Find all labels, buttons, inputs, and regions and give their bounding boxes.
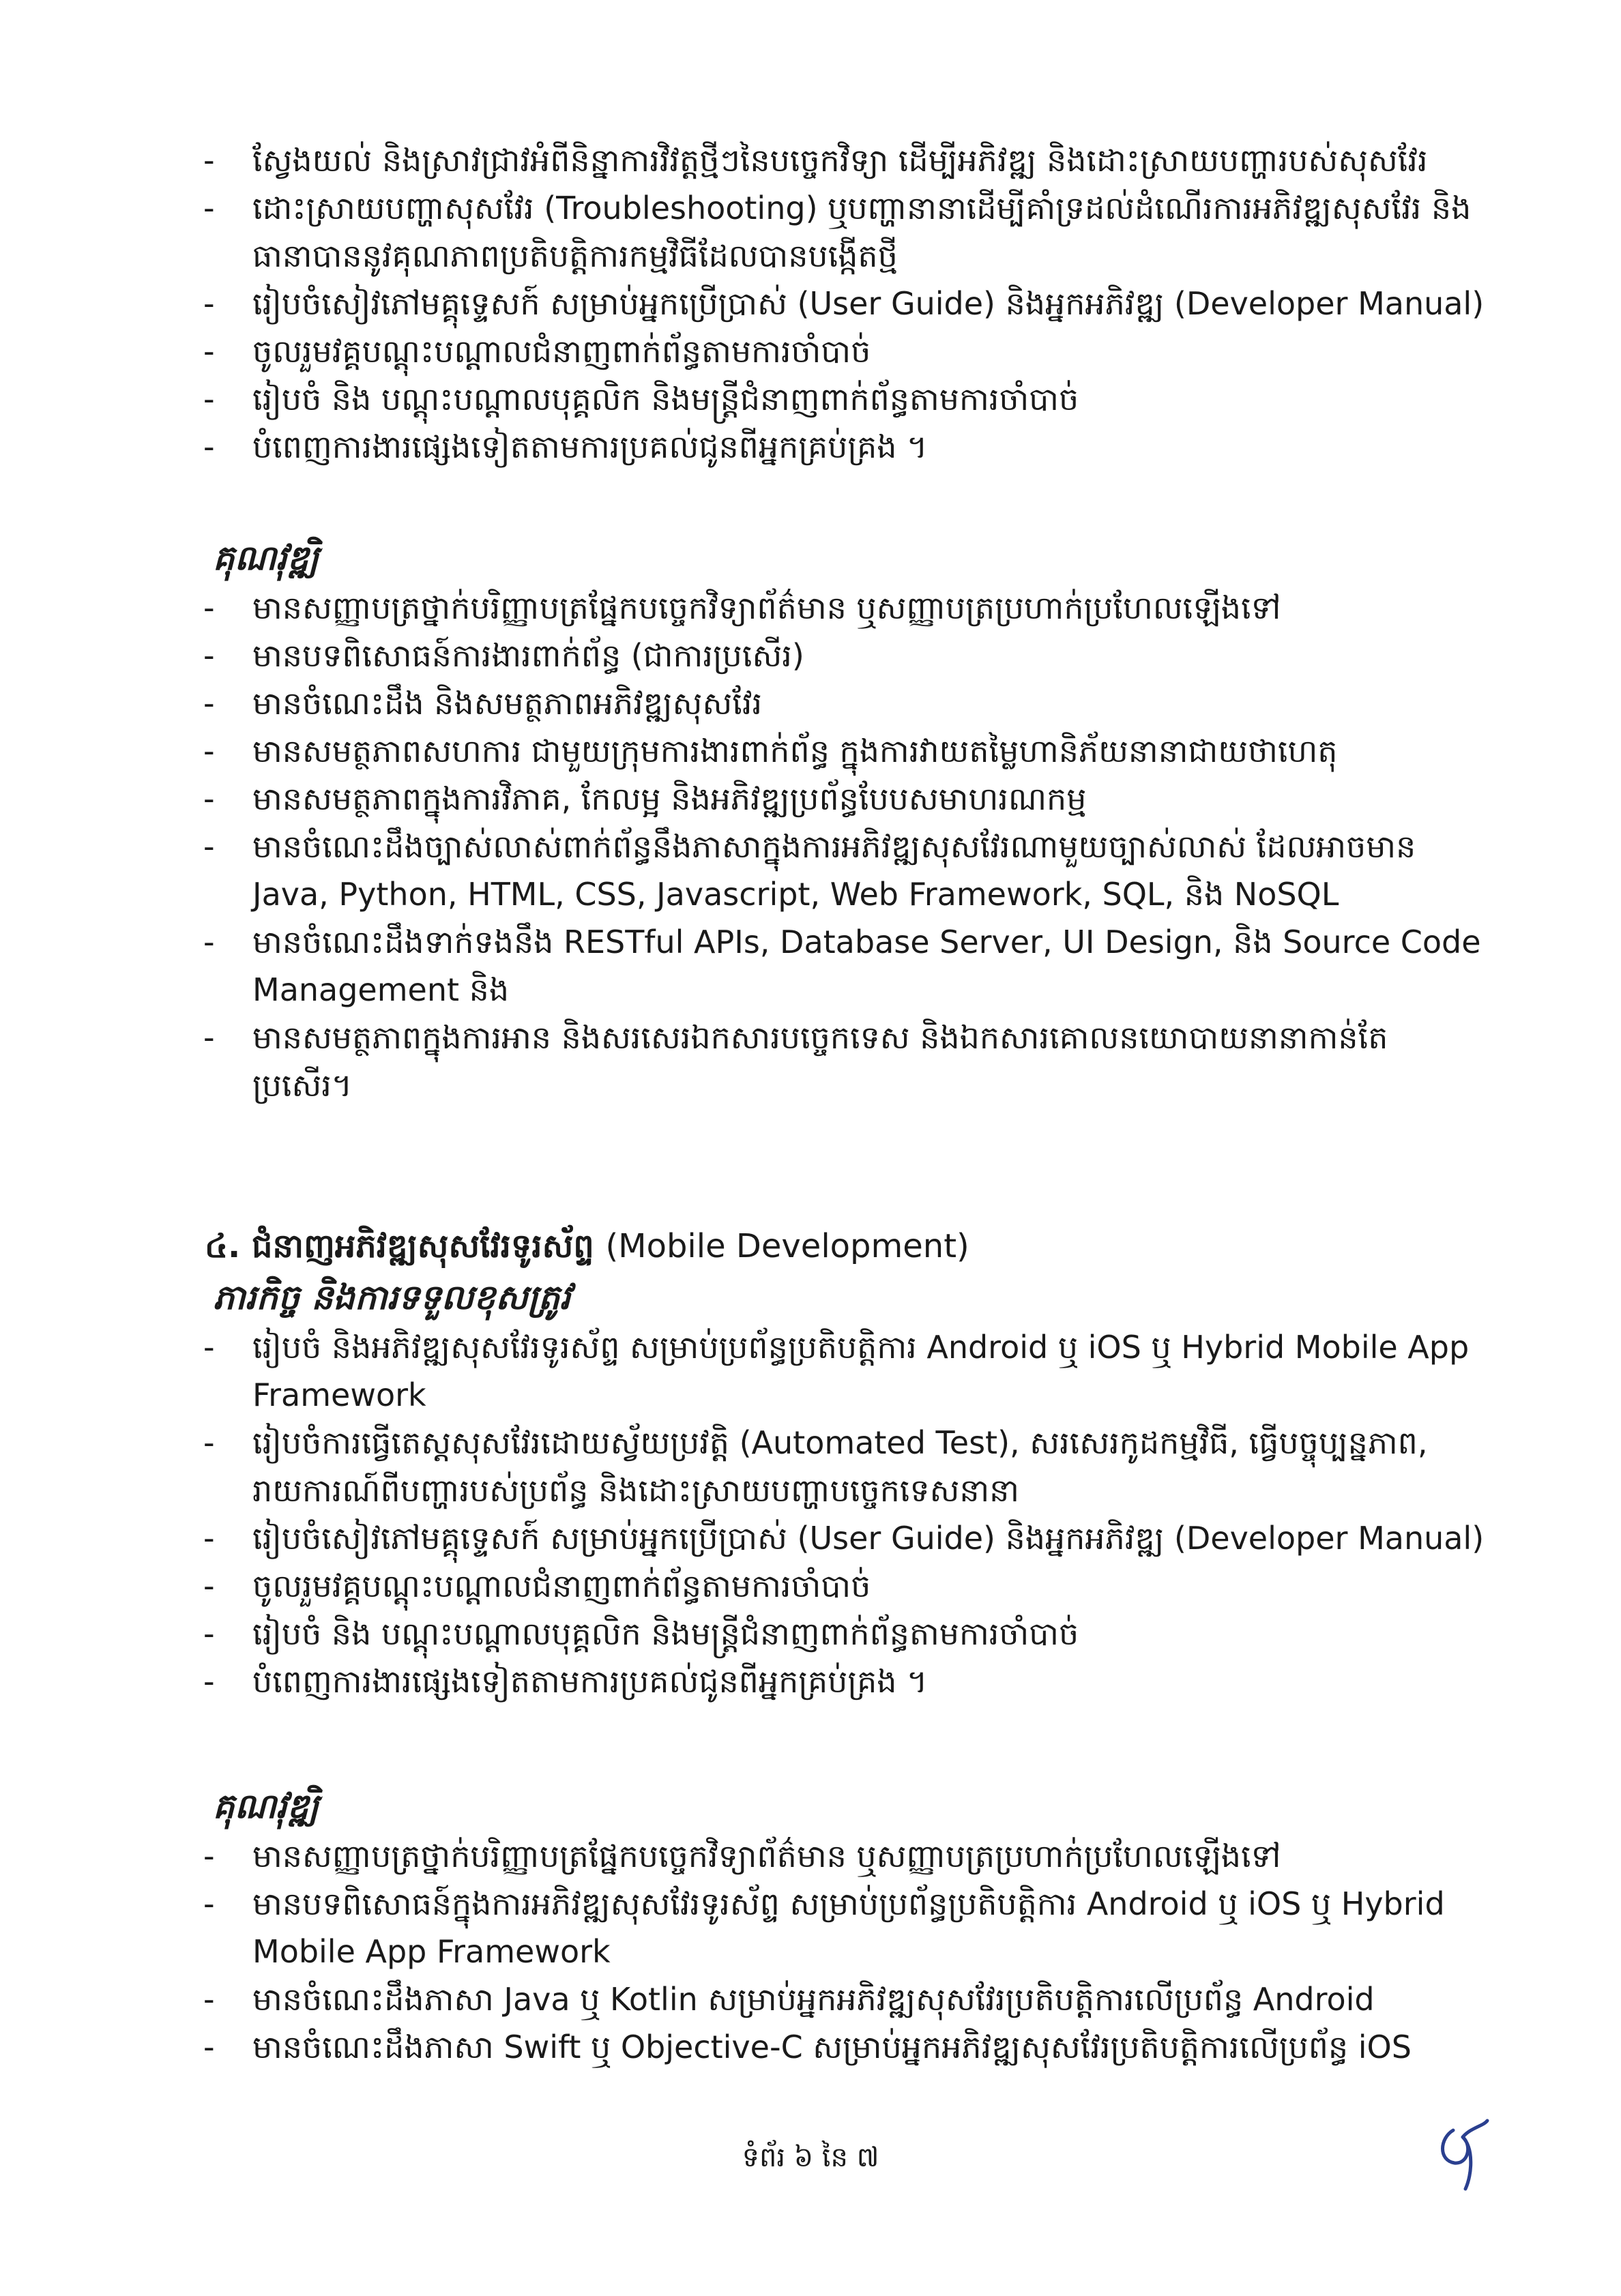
section-title: ៤. ជំនាញអភិវឌ្ឍសុសវែរទូរស័ព្ទ (Mobile Development) [205, 1227, 969, 1265]
list-item: - រៀបចំការធ្វើតេស្តសុសវែរដោយស្វ័យប្រវត្តិ (Automated Test), សរសេរកូដកម្មវិធី, ធ្វើបច្ចុប្បន្នភាព, រាយការណ៍ពីបញ្ហារបស់ប្រព័ន្ធ និងដោះស្រាយបញ្ហាបច្ចេកទេសនានា [203, 1424, 1428, 1509]
list-item: - រៀបចំ និងអភិវឌ្ឍសុសវែរទូរស័ព្ទ សម្រាប់ប្រព័ន្ធប្រតិបត្តិការ Android ឬ iOS ឬ Hybrid Mobile App Framework [203, 1329, 1470, 1413]
responsibilities-list-1 [0, 136, 1621, 471]
list-item: - មានចំណេះដឹងភាសា Swift ឬ Objective-C សម្រាប់អ្នកអភិវឌ្ឍសុសវែរប្រតិបត្តិការលើប្រព័ន្ធ iOS [203, 2029, 1412, 2065]
list-item: - រៀបចំ និង បណ្តុះបណ្តាលបុគ្គលិក និងមន្ត្រីជំនាញពាក់ព័ន្ធតាមការចាំបាច់ [203, 1615, 1079, 1652]
list-item: - បំពេញការងារផ្សេងទៀតតាមការប្រគល់ជូនពីអ្នកគ្រប់គ្រង ។ [203, 1663, 928, 1700]
qualifications-heading: គុណវុឌ្ឍិ [213, 538, 319, 578]
mobile-development-section [0, 1221, 1621, 1705]
list-item: - មានចំណេះដឹងទាក់ទងនឹង RESTful APIs, Database Server, UI Design, និង Source Code Management និង [203, 924, 1481, 1008]
list-item: - មានសមត្ថភាពសហការ ជាមួយក្រុមការងារពាក់ព័ន្ធ ក្នុងការវាយតម្លៃហានិភ័យនានាជាយថាហេតុ [203, 733, 1338, 769]
list-item: - រៀបចំសៀវភៅមគ្គុទ្ទេសក៍ សម្រាប់អ្នកប្រើប្រាស់ (User Guide) និងអ្នកអភិវឌ្ឍ (Developer Manual) [203, 1520, 1485, 1557]
qualifications-section-1 [0, 532, 1621, 1109]
list-item: - មានចំណេះដឹងច្បាស់លាស់ពាក់ព័ន្ធនឹងភាសាក្នុងការអភិវឌ្ឍសុសវែរណាមួយច្បាស់លាស់ ដែលអាចមាន Java, Python, HTML, CSS, Javascript, Web Framework, SQL, និង NoSQL [203, 828, 1416, 913]
list-item: - មានចំណេះដឹងភាសា Java ឬ Kotlin សម្រាប់អ្នកអភិវឌ្ឍសុសវែរប្រតិបត្តិការលើប្រព័ន្ធ Android [203, 1981, 1375, 2018]
list-item: - មានបទពិសោធន៍ក្នុងការអភិវឌ្ឍសុសវែរទូរស័ព្ទ សម្រាប់ប្រព័ន្ធប្រតិបត្តិការ Android ឬ iOS ឬ Hybrid Mobile App Framework [203, 1885, 1445, 1970]
signature-initial [1433, 2118, 1494, 2193]
list-item: - មានសញ្ញាបត្រថ្នាក់បរិញ្ញាបត្រផ្នែកបច្ចេកវិទ្យាព័ត៌មាន ឬសញ្ញាបត្រប្រហាក់ប្រហែលឡើងទៅ [203, 589, 1281, 626]
qualifications-heading: គុណវុឌ្ឍិ [213, 1786, 319, 1826]
list-item: - ចូលរួមវគ្គបណ្តុះបណ្តាលជំនាញពាក់ព័ន្ធតាមការចាំបាច់ [203, 1568, 871, 1604]
list-item: - មានសញ្ញាបត្រថ្នាក់បរិញ្ញាបត្រផ្នែកបច្ចេកវិទ្យាព័ត៌មាន ឬសញ្ញាបត្រប្រហាក់ប្រហែលឡើងទៅ [203, 1838, 1281, 1874]
list-item: - បំពេញការងារផ្សេងទៀតតាមការប្រគល់ជូនពីអ្នកគ្រប់គ្រង ។ [203, 428, 928, 465]
list-item: - រៀបចំសៀវភៅមគ្គុទ្ទេសក៍ សម្រាប់អ្នកប្រើប្រាស់ (User Guide) និងអ្នកអភិវឌ្ឍ (Developer Manual) [203, 285, 1485, 322]
page-number: ទំព័រ ៦ នៃ ៧ [742, 2142, 879, 2173]
list-item: - ចូលរួមវគ្គបណ្តុះបណ្តាលជំនាញពាក់ព័ន្ធតាមការចាំបាច់ [203, 333, 871, 370]
duties-heading: ភារកិច្ច និងការទទួលខុសត្រូវ [213, 1278, 571, 1317]
list-item: - រៀបចំ និង បណ្តុះបណ្តាលបុគ្គលិក និងមន្ត្រីជំនាញពាក់ព័ន្ធតាមការចាំបាច់ [203, 381, 1079, 417]
list-item: - មានសមត្ថភាពក្នុងការអាន និងសរសេរឯកសារបច្ចេកទេស និងឯកសារគោលនយោបាយនានាកាន់តែប្រសើរ។ [203, 1019, 1388, 1104]
list-item: - ដោះស្រាយបញ្ហាសុសវែរ (Troubleshooting) ឬបញ្ហានានាដើម្បីគាំទ្រដល់ដំណើរការអភិវឌ្ឍសុសវែរ និងធានាបាននូវគុណភាពប្រតិបត្តិការកម្មវិធីដែលបានបង្កើតថ្មី [203, 190, 1472, 274]
list-item: - មានចំណេះដឹង និងសមត្ថភាពអភិវឌ្ឍសុសវែរ [203, 685, 763, 722]
list-item: - មានសមត្ថភាពក្នុងការវិភាគ, កែលម្អ និងអភិវឌ្ឍប្រព័ន្ធបែបសមាហរណកម្ម [203, 780, 1087, 817]
qualifications-section-2 [0, 1780, 1621, 2071]
list-item: - មានបទពិសោធន៍ការងារពាក់ព័ន្ធ (ជាការប្រសើរ) [203, 637, 804, 674]
list-item: - ស្វែងយល់ និងស្រាវជ្រាវអំពីនិន្នាការវិវត្តថ្មីៗនៃបច្ចេកវិទ្យា ដើម្បីអភិវឌ្ឍ និងដោះស្រាយបញ្ហារបស់សុសវែរ [203, 142, 1428, 179]
